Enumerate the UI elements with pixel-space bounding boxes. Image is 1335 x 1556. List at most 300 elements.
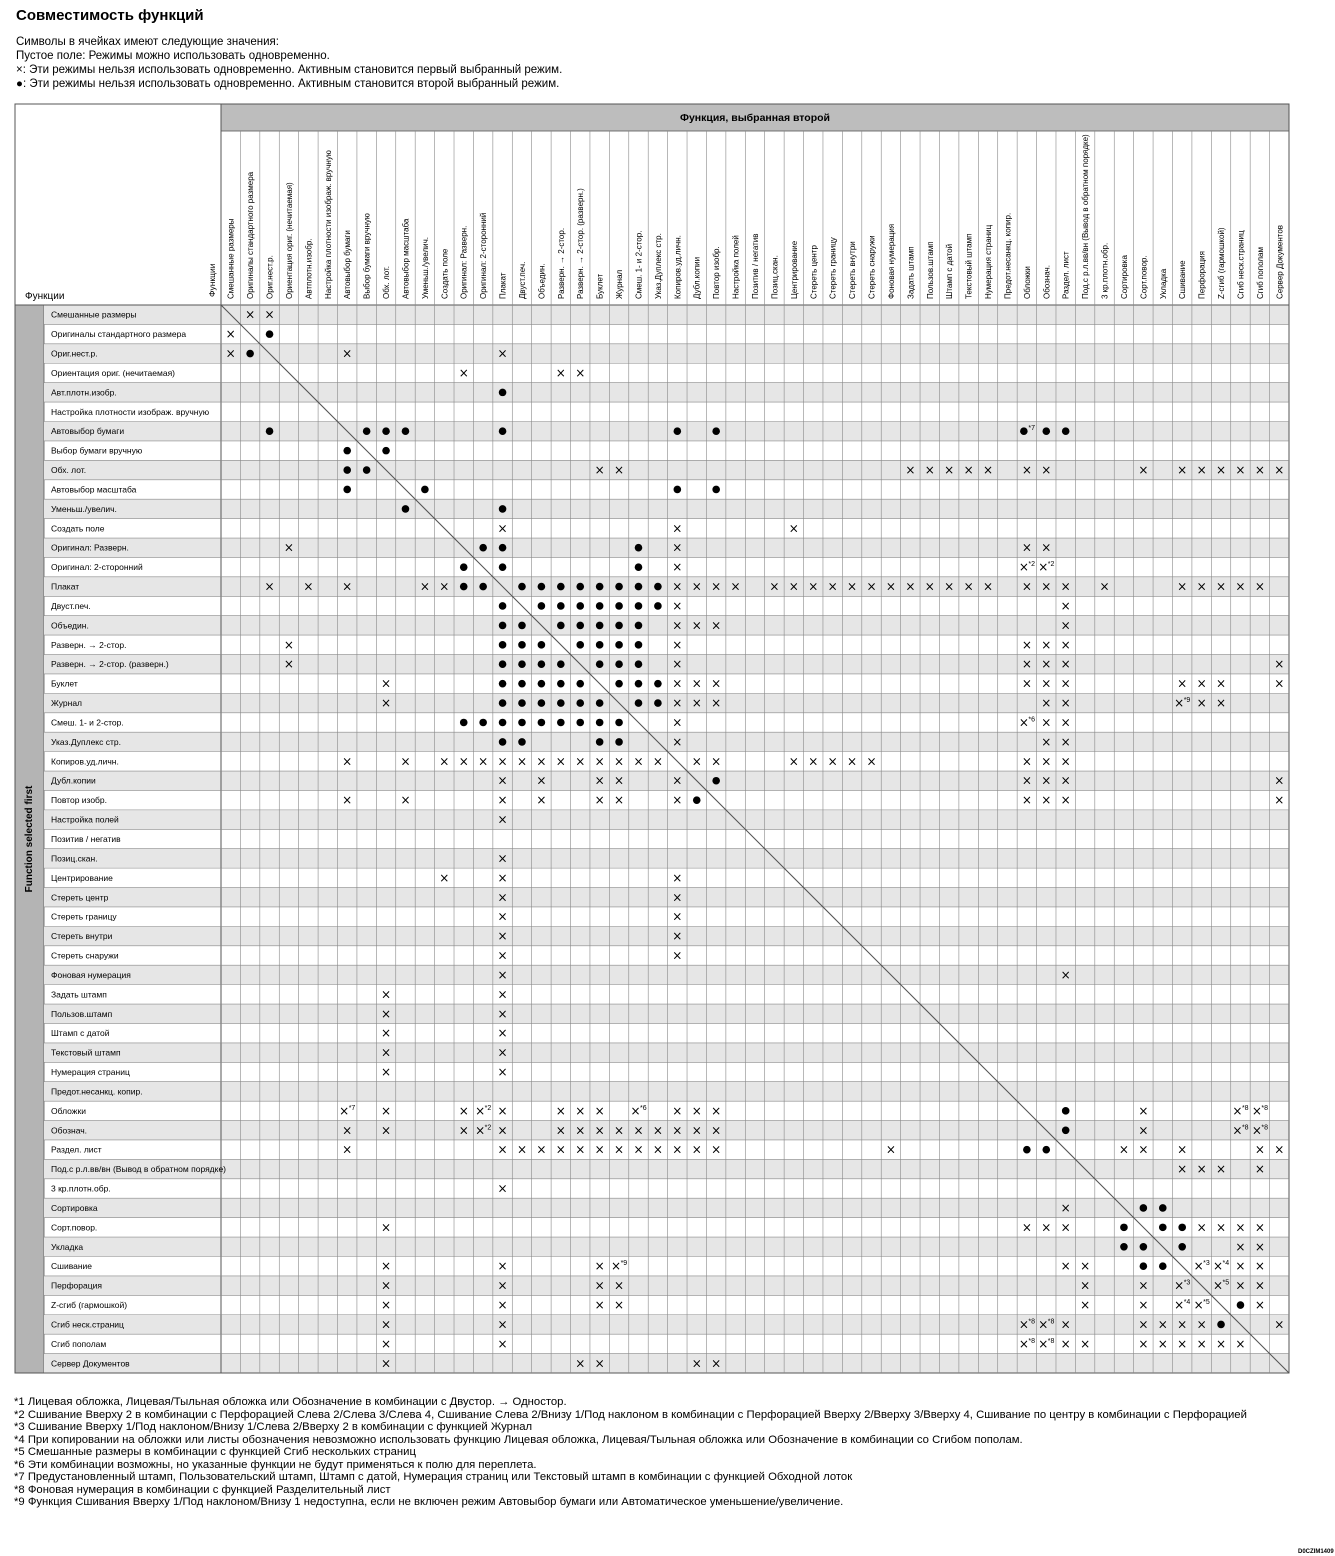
row-label: Предот.несанкц. копир.: [51, 1086, 143, 1097]
conflict-cross: ×: [497, 967, 508, 982]
conflict-dot: [499, 544, 507, 552]
conflict-cross: ×: [303, 579, 314, 594]
conflict-dot: [674, 486, 682, 494]
conflict-cross: ×: [594, 1123, 605, 1138]
conflict-cross: ×: [1274, 1317, 1285, 1332]
row-label: Повтор изобр.: [51, 795, 108, 806]
conflict-dot: [712, 777, 720, 785]
footnote-mark: *3: [1183, 1279, 1191, 1287]
row-stripe: [44, 616, 1289, 635]
conflict-cross: ×: [614, 793, 625, 808]
conflict-dot: [596, 622, 604, 630]
conflict-cross: ×: [1174, 696, 1185, 711]
conflict-dot: [266, 427, 274, 435]
conflict-dot: [693, 796, 701, 804]
conflict-dot: [499, 505, 507, 513]
conflict-cross: ×: [594, 1103, 605, 1118]
conflict-cross: ×: [478, 754, 489, 769]
conflict-dot: [1159, 1262, 1167, 1270]
conflict-cross: ×: [614, 754, 625, 769]
conflict-cross: ×: [1060, 1317, 1071, 1332]
conflict-dot: [615, 622, 623, 630]
conflict-dot: [576, 602, 584, 610]
conflict-cross: ×: [497, 1026, 508, 1041]
conflict-cross: ×: [711, 579, 722, 594]
conflict-cross: ×: [1021, 1220, 1032, 1235]
row-label: Разверн. → 2-стор.: [51, 639, 127, 650]
conflict-cross: ×: [497, 1336, 508, 1351]
conflict-cross: ×: [1177, 579, 1188, 594]
column-header: Задать штамп: [906, 246, 916, 299]
conflict-dot: [615, 719, 623, 727]
conflict-cross: ×: [497, 1259, 508, 1274]
conflict-cross: ×: [827, 754, 838, 769]
conflict-cross: ×: [1038, 1336, 1049, 1351]
row-label: Стереть внутри: [51, 931, 113, 942]
conflict-dot: [499, 427, 507, 435]
conflict-cross: ×: [381, 696, 392, 711]
conflict-cross: ×: [400, 754, 411, 769]
column-header: Позитив / негатив: [751, 233, 760, 299]
conflict-cross: ×: [497, 1298, 508, 1313]
conflict-cross: ×: [905, 579, 916, 594]
column-header: Пользов.штамп: [925, 241, 935, 299]
column-header: Перфорация: [1197, 251, 1207, 299]
conflict-cross: ×: [381, 1065, 392, 1080]
conflict-cross: ×: [652, 1142, 663, 1157]
conflict-dot: [499, 699, 507, 707]
conflict-cross: ×: [1021, 463, 1032, 478]
row-stripe: [44, 1354, 1289, 1373]
conflict-cross: ×: [1099, 579, 1110, 594]
column-header: Автовыбор бумаги: [343, 230, 353, 299]
conflict-dot: [576, 583, 584, 591]
conflict-cross: ×: [614, 463, 625, 478]
conflict-dot: [518, 719, 526, 727]
conflict-cross: ×: [458, 754, 469, 769]
column-header: Копиров.уд.личн.: [673, 235, 683, 299]
corner-label: Функции: [25, 291, 65, 302]
conflict-cross: ×: [711, 696, 722, 711]
conflict-cross: ×: [1274, 676, 1285, 691]
conflict-dot: [479, 544, 487, 552]
column-header: Смешанные размеры: [226, 218, 236, 299]
row-label: Журнал: [51, 698, 83, 709]
conflict-cross: ×: [1196, 1336, 1207, 1351]
conflict-dot: [246, 350, 254, 358]
conflict-cross: ×: [1060, 1200, 1071, 1215]
row-label: Смеш. 1- и 2-стор.: [51, 717, 124, 728]
row-stripe: [44, 422, 1289, 441]
conflict-cross: ×: [1196, 676, 1207, 691]
conflict-dot: [499, 719, 507, 727]
row-label: Стереть снаружи: [51, 950, 119, 961]
conflict-cross: ×: [497, 812, 508, 827]
conflict-dot: [421, 486, 429, 494]
column-header: Ориг.нест.р.: [265, 255, 275, 299]
column-header: Выбор бумаги вручную: [362, 213, 372, 299]
row-label: Сшивание: [51, 1261, 93, 1272]
conflict-dot: [635, 622, 643, 630]
conflict-dot: [343, 466, 351, 474]
conflict-dot: [538, 719, 546, 727]
row-stripe: [44, 499, 1289, 518]
row-label: Текстовый штамп: [51, 1047, 121, 1058]
row-label: Пользов.штамп: [51, 1008, 113, 1019]
conflict-cross: ×: [594, 1298, 605, 1313]
conflict-cross: ×: [497, 1317, 508, 1332]
row-label: Оригинал: 2-сторонний: [51, 562, 143, 573]
column-header: Сорт.повор.: [1139, 255, 1149, 299]
conflict-dot: [712, 427, 720, 435]
conflict-dot: [1159, 1224, 1167, 1232]
conflict-cross: ×: [555, 1142, 566, 1157]
conflict-cross: ×: [691, 1123, 702, 1138]
row-label: Задать штамп: [51, 989, 107, 1000]
column-header: Сортировка: [1119, 255, 1129, 299]
conflict-cross: ×: [264, 307, 275, 322]
conflict-cross: ×: [1041, 793, 1052, 808]
conflict-cross: ×: [672, 560, 683, 575]
conflict-cross: ×: [381, 1026, 392, 1041]
conflict-cross: ×: [1254, 1278, 1265, 1293]
conflict-cross: ×: [672, 870, 683, 885]
conflict-dot: [557, 583, 565, 591]
row-stripe: [44, 849, 1289, 868]
conflict-cross: ×: [594, 1278, 605, 1293]
row-label: Создать поле: [51, 523, 105, 534]
column-header: Объедин.: [537, 263, 547, 299]
legend-empty: Пустое поле: Режимы можно использовать одновременно.: [16, 50, 330, 62]
conflict-dot: [518, 738, 526, 746]
conflict-dot: [635, 699, 643, 707]
conflict-cross: ×: [1138, 1103, 1149, 1118]
column-header: Буклет: [595, 273, 605, 299]
footnote-mark: *5: [1222, 1279, 1230, 1287]
conflict-cross: ×: [575, 1142, 586, 1157]
conflict-cross: ×: [614, 1123, 625, 1138]
conflict-dot: [654, 699, 662, 707]
conflict-cross: ×: [575, 1123, 586, 1138]
conflict-dot: [518, 641, 526, 649]
conflict-dot: [1042, 1146, 1050, 1154]
conflict-cross: ×: [1174, 1278, 1185, 1293]
column-header: Повтор изобр.: [712, 246, 722, 299]
conflict-cross: ×: [497, 346, 508, 361]
conflict-cross: ×: [711, 754, 722, 769]
footnote: *2 Сшивание Вверху 2 в комбинации с Перфорацией Слева 2/Слева 3/Слева 4, Сшивание Слева 2/Внизу 1/Под наклоном в комбинации с Перфорацией Вверху 2/Вверху 3/Вверху 4, Сшивание по центру в комбинации с Перфорацией: [14, 1408, 1247, 1421]
conflict-cross: ×: [1060, 579, 1071, 594]
conflict-dot: [266, 330, 274, 338]
conflict-cross: ×: [672, 1142, 683, 1157]
conflict-cross: ×: [1138, 1298, 1149, 1313]
conflict-dot: [1178, 1243, 1186, 1251]
conflict-dot: [635, 583, 643, 591]
footnote-mark: *4: [1183, 1299, 1191, 1307]
footnote-mark: *9: [620, 1260, 628, 1268]
column-header: Оригинал: Разверн.: [459, 225, 469, 299]
conflict-cross: ×: [1254, 1259, 1265, 1274]
conflict-cross: ×: [1021, 657, 1032, 672]
conflict-cross: ×: [536, 793, 547, 808]
row-label: Укладка: [51, 1241, 84, 1252]
row-label: Оригиналы стандартного размера: [51, 329, 187, 340]
conflict-dot: [596, 719, 604, 727]
conflict-cross: ×: [1235, 1220, 1246, 1235]
conflict-cross: ×: [691, 1103, 702, 1118]
conflict-dot: [1178, 1224, 1186, 1232]
footnote-mark: *2: [1047, 561, 1055, 569]
footnote-mark: *8: [1047, 1337, 1055, 1345]
conflict-cross: ×: [594, 1142, 605, 1157]
footnote: *4 При копировании на обложки или листы обозначения невозможно использовать функцию Лицевая обложка, Лицевая/Тыльная обложка или Обозначение в комбинации со Сгибом пополам.: [14, 1433, 1023, 1446]
conflict-cross: ×: [1060, 637, 1071, 652]
conflict-dot: [1020, 427, 1028, 435]
legend-dot: ●: Эти режимы нельзя использовать одновременно. Активным становится второй выбранный режим.: [16, 78, 560, 90]
conflict-cross: ×: [1060, 696, 1071, 711]
column-header: Сгиб пополам: [1255, 247, 1265, 299]
conflict-cross: ×: [575, 754, 586, 769]
conflict-cross: ×: [1251, 1103, 1262, 1118]
conflict-cross: ×: [458, 365, 469, 380]
row-label: Перфорация: [51, 1280, 102, 1291]
conflict-dot: [576, 699, 584, 707]
conflict-cross: ×: [672, 929, 683, 944]
conflict-cross: ×: [381, 1356, 392, 1371]
conflict-dot: [615, 680, 623, 688]
conflict-cross: ×: [885, 579, 896, 594]
conflict-cross: ×: [1118, 1142, 1129, 1157]
row-label: Двуст.печ.: [51, 600, 91, 611]
conflict-dot: [635, 602, 643, 610]
conflict-cross: ×: [982, 463, 994, 478]
column-header: Создать поле: [440, 248, 450, 299]
conflict-cross: ×: [575, 365, 586, 380]
conflict-cross: ×: [1274, 773, 1285, 788]
footnote: *1 Лицевая обложка, Лицевая/Тыльная обложка или Обозначение в комбинации с Двустор. → Одностор.: [14, 1396, 567, 1408]
conflict-cross: ×: [458, 1103, 469, 1118]
conflict-dot: [635, 660, 643, 668]
row-label: Нумерация страниц: [51, 1067, 130, 1078]
row-label: Стереть центр: [51, 892, 109, 903]
conflict-cross: ×: [225, 346, 236, 361]
conflict-dot: [343, 447, 351, 455]
conflict-cross: ×: [516, 754, 528, 769]
footnote: *8 Фоновая нумерация в комбинации с функцией Разделительный лист: [14, 1483, 391, 1496]
conflict-dot: [635, 641, 643, 649]
column-header: Под.с р.л.вв/вн (Вывод в обратном порядке): [1081, 134, 1091, 299]
row-label: Буклет: [51, 678, 78, 689]
row-label: Смешанные размеры: [51, 309, 137, 320]
footnote-mark: *7: [348, 1104, 356, 1112]
footnote-mark: *8: [1047, 1318, 1055, 1326]
conflict-dot: [1237, 1301, 1245, 1309]
conflict-dot: [596, 738, 604, 746]
conflict-cross: ×: [1038, 1317, 1049, 1332]
conflict-cross: ×: [672, 637, 683, 652]
conflict-cross: ×: [497, 1103, 508, 1118]
conflict-cross: ×: [594, 463, 605, 478]
conflict-dot: [518, 583, 526, 591]
conflict-cross: ×: [982, 579, 994, 594]
conflict-cross: ×: [1041, 734, 1052, 749]
conflict-cross: ×: [1060, 598, 1071, 613]
conflict-cross: ×: [381, 1103, 392, 1118]
conflict-cross: ×: [1021, 579, 1032, 594]
row-label: Позиц.скан.: [51, 853, 98, 864]
conflict-cross: ×: [1196, 1162, 1207, 1177]
conflict-dot: [382, 447, 390, 455]
conflict-cross: ×: [1060, 1259, 1071, 1274]
row-label: Авт.плотн.изобр.: [51, 387, 117, 398]
conflict-cross: ×: [711, 1103, 722, 1118]
conflict-cross: ×: [1174, 1298, 1185, 1313]
conflict-dot: [460, 563, 468, 571]
conflict-dot: [538, 660, 546, 668]
conflict-cross: ×: [691, 754, 702, 769]
conflict-cross: ×: [1021, 637, 1032, 652]
row-stripe: [44, 888, 1289, 907]
conflict-cross: ×: [711, 618, 722, 633]
conflict-dot: [382, 427, 390, 435]
conflict-cross: ×: [652, 1123, 663, 1138]
conflict-cross: ×: [1196, 463, 1207, 478]
column-header: Обознач.: [1042, 265, 1052, 299]
footnote-mark: *2: [484, 1124, 492, 1132]
conflict-dot: [518, 660, 526, 668]
conflict-cross: ×: [614, 773, 625, 788]
footnote: *3 Сшивание Вверху 1/Под наклоном/Внизу 1/Слева 2/Вверху 2 в комбинации с функцией Журнал: [14, 1421, 533, 1433]
conflict-dot: [615, 583, 623, 591]
row-stripe: [44, 810, 1289, 829]
conflict-cross: ×: [691, 618, 702, 633]
conflict-cross: ×: [633, 1123, 644, 1138]
column-header: Штамп с датой: [945, 243, 955, 299]
row-stripe: [44, 383, 1289, 402]
footnotes: [14, 1396, 1294, 1509]
conflict-cross: ×: [475, 1123, 486, 1138]
conflict-cross: ×: [1235, 1239, 1246, 1254]
conflict-cross: ×: [1018, 715, 1029, 730]
column-header: Обложки: [1022, 266, 1032, 299]
conflict-dot: [576, 680, 584, 688]
conflict-cross: ×: [497, 773, 508, 788]
column-header: Стереть внутри: [848, 241, 858, 299]
conflict-cross: ×: [381, 1006, 392, 1021]
conflict-cross: ×: [691, 676, 702, 691]
conflict-cross: ×: [497, 793, 508, 808]
conflict-cross: ×: [672, 793, 683, 808]
conflict-dot: [557, 680, 565, 688]
conflict-cross: ×: [672, 1123, 683, 1138]
row-label: Фоновая нумерация: [51, 969, 131, 980]
column-header: Центрирование: [789, 240, 799, 299]
column-header: 3 кр.плотн.обр.: [1100, 242, 1110, 299]
conflict-cross: ×: [614, 1298, 625, 1313]
conflict-cross: ×: [1060, 773, 1071, 788]
conflict-cross: ×: [381, 1336, 392, 1351]
conflict-cross: ×: [672, 909, 683, 924]
conflict-cross: ×: [905, 463, 916, 478]
conflict-cross: ×: [1232, 1103, 1243, 1118]
conflict-cross: ×: [381, 1278, 392, 1293]
conflict-dot: [479, 583, 487, 591]
row-label: Уменьш./увелич.: [51, 503, 117, 514]
row-stripe: [44, 1121, 1289, 1140]
conflict-dot: [499, 622, 507, 630]
footnote: *5 Смешанные размеры в комбинации с функцией Сгиб нескольких страниц: [14, 1446, 416, 1458]
column-header: Обх. лот.: [382, 265, 392, 299]
conflict-cross: ×: [1021, 773, 1032, 788]
conflict-cross: ×: [497, 890, 508, 905]
conflict-cross: ×: [866, 579, 877, 594]
column-header: Сервер Документов: [1275, 224, 1285, 299]
row-stripe: [44, 926, 1289, 945]
conflict-cross: ×: [497, 948, 508, 963]
conflict-cross: ×: [225, 327, 236, 342]
conflict-cross: ×: [1041, 657, 1052, 672]
conflict-cross: ×: [400, 793, 411, 808]
conflict-cross: ×: [1018, 1317, 1029, 1332]
column-header: Текстовый штамп: [964, 233, 974, 299]
column-header-corner-label: Функции: [207, 263, 217, 297]
conflict-cross: ×: [611, 1259, 622, 1274]
conflict-cross: ×: [1021, 676, 1032, 691]
conflict-cross: ×: [672, 1103, 683, 1118]
conflict-cross: ×: [1254, 1142, 1265, 1157]
footnote-mark: *2: [484, 1104, 492, 1112]
conflict-cross: ×: [516, 1142, 528, 1157]
column-header: Смеш. 1- и 2-стор.: [634, 230, 644, 299]
conflict-cross: ×: [808, 754, 819, 769]
conflict-cross: ×: [1196, 1220, 1207, 1235]
row-label: Центрирование: [51, 872, 113, 883]
footnote-mark: *8: [1241, 1104, 1249, 1112]
conflict-dot: [499, 389, 507, 397]
row-label: Копиров.уд.личн.: [51, 756, 119, 767]
footnote-mark: *7: [1028, 425, 1035, 433]
conflict-cross: ×: [1060, 618, 1071, 633]
conflict-cross: ×: [1018, 560, 1029, 575]
row-label: Раздел. лист: [51, 1144, 102, 1155]
footnote: *6 Эти комбинации возможны, но указанные функции не будут применяться к полю для переплета.: [14, 1458, 537, 1471]
row-stripe: [44, 538, 1289, 557]
conflict-dot: [1140, 1204, 1148, 1212]
conflict-cross: ×: [1232, 1123, 1243, 1138]
conflict-cross: ×: [1177, 1317, 1188, 1332]
conflict-cross: ×: [944, 463, 955, 478]
row-label: Дубл.копии: [51, 775, 96, 786]
conflict-cross: ×: [1177, 1162, 1188, 1177]
conflict-cross: ×: [1216, 463, 1227, 478]
conflict-cross: ×: [575, 1356, 586, 1371]
conflict-cross: ×: [866, 754, 877, 769]
conflict-dot: [1062, 1107, 1070, 1115]
conflict-cross: ×: [672, 521, 683, 536]
row-label: Обх. лот.: [51, 465, 87, 476]
conflict-dot: [499, 660, 507, 668]
column-header: Ориентация ориг. (нечитаемая): [284, 182, 294, 299]
row-stripe: [44, 1004, 1289, 1023]
conflict-cross: ×: [711, 1123, 722, 1138]
row-label: Сгиб неск.страниц: [51, 1319, 124, 1330]
footnote: *7 Предустановленный штамп, Пользовательский штамп, Штамп с датой, Нумерация страниц или Текстовый штамп в комбинации с функцией Обходной лоток: [14, 1471, 853, 1483]
conflict-cross: ×: [672, 618, 683, 633]
conflict-cross: ×: [788, 754, 799, 769]
conflict-dot: [615, 602, 623, 610]
row-label: Ориентация ориг. (нечитаемая): [51, 367, 176, 378]
conflict-cross: ×: [497, 1142, 508, 1157]
